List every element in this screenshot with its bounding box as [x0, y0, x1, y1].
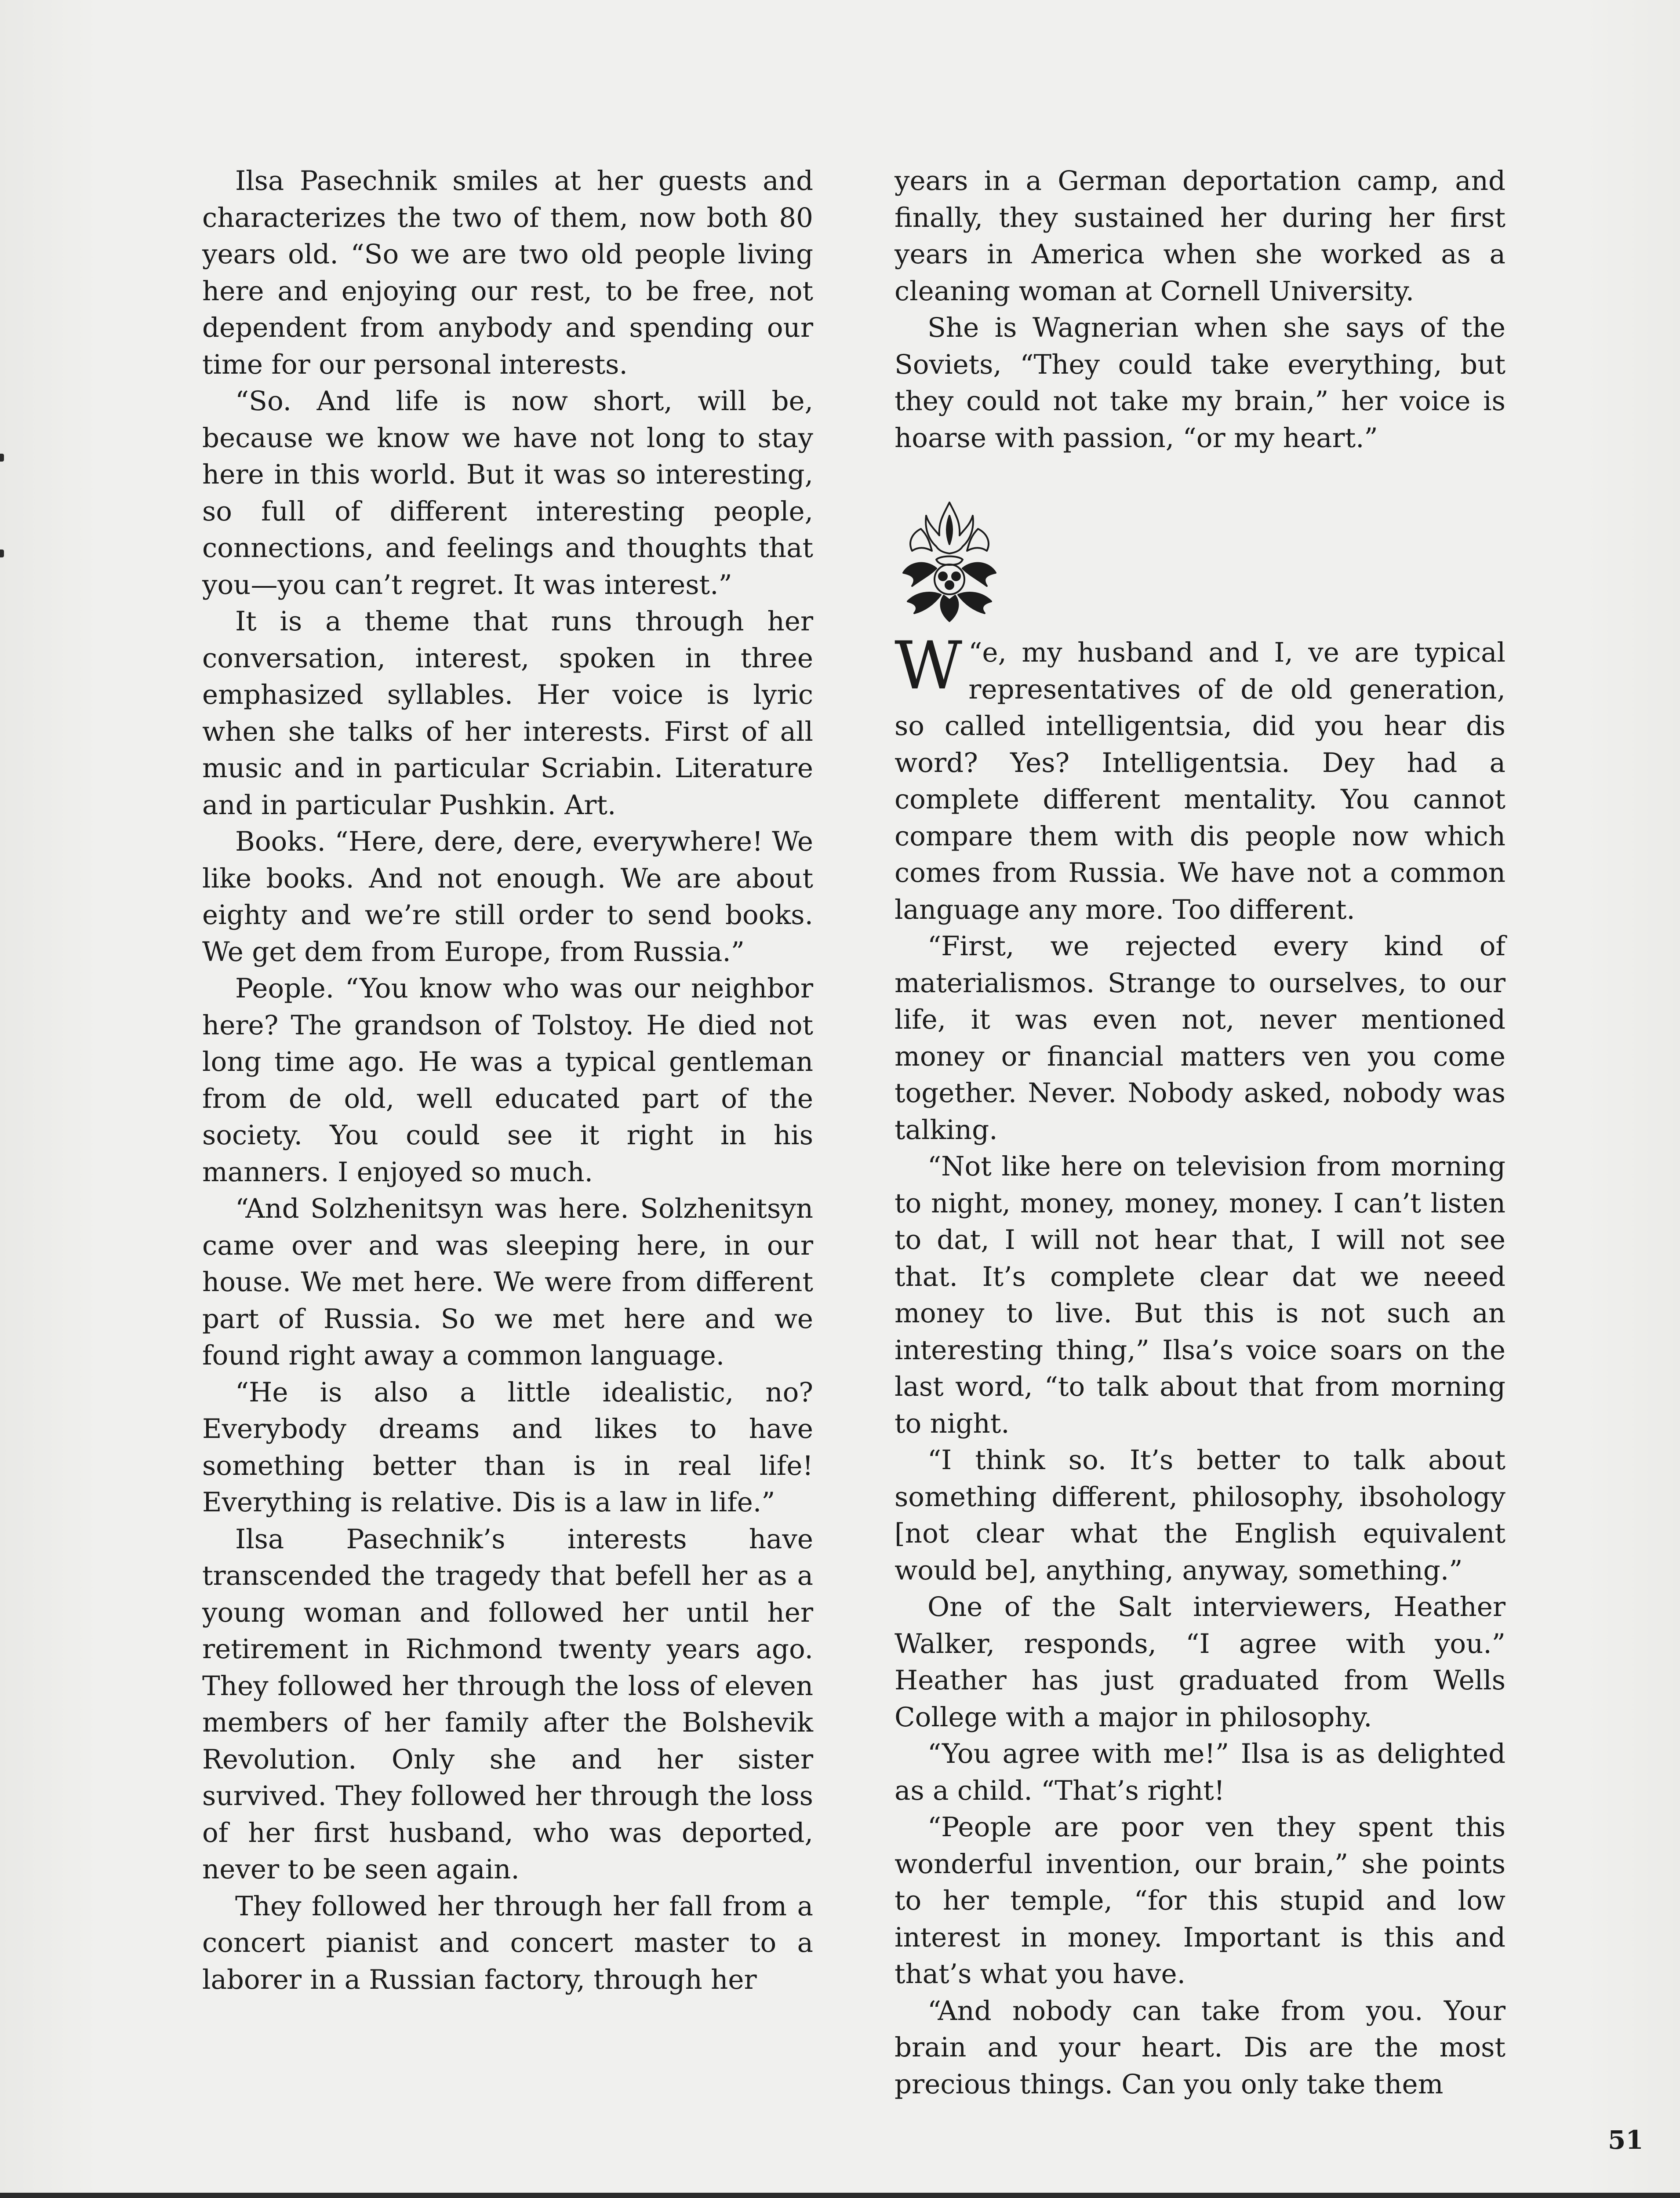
dropcap-text: e, my husband and I, ve are typical representatives of de old generation, so called intelligentsia, did you hear dis word? Yes? Intelligentsia. Dey had a complete different mentality. You cannot compare them with dis people now which comes from Russia. We have not a common language any more. Too different. — [895, 637, 1505, 925]
paragraph: One of the Salt interviewers, Heather Walker, responds, “I agree with you.” Heather has just graduated from Wells College with a major in philosophy. — [895, 1591, 1505, 1733]
margin-mark — [0, 550, 4, 557]
paragraph: “People are poor ven they spent this wonderful invention, our brain,” she points to her temple, “for this stupid and low interest in money. Important is this and that’s what you have. — [895, 1812, 1505, 1990]
paragraph: “You agree with me!” Ilsa is as delighted as a child. “That’s right! — [895, 1738, 1505, 1806]
paragraph: years in a German deportation camp, and finally, they sustained her during her first years in America when she worked as a cleaning woman at Cornell University. — [895, 165, 1505, 307]
left-column — [202, 163, 813, 1998]
paragraph: They followed her through her fall from a concert pianist and concert master to a laborer in a Russian factory, through her — [202, 1890, 813, 1995]
paragraph: People. “You know who was our neighbor here? The grandson of Tolstoy. He died not long time ago. He was a typical gentleman from de old, well educated part of the society. You could see it right in his manners. I enjoyed so much. — [202, 973, 813, 1188]
margin-mark — [0, 454, 4, 462]
dropcap-paragraph — [895, 628, 1505, 928]
paragraph: It is a theme that runs through her conversation, interest, spoken in three emphasized syllables. Her voice is lyric when she talks of her interests. First of all music and in particular Scriabin. Literature and in particular Pushkin. Art. — [202, 606, 813, 821]
paragraph: “So. And life is now short, will be, because we know we have not long to stay here in this world. But it was so interesting, so full of different interesting people, connections, and feelings and thoughts that you—you can’t regret. It was interest.” — [202, 386, 813, 600]
right-column — [895, 163, 1505, 2103]
paragraph: “He is also a little idealistic, no? Everybody dreams and likes to have something better than is in real life! Everything is relative. Dis is a law in life.” — [202, 1376, 813, 1518]
dropcap-quote: “ — [968, 637, 982, 668]
floral-ornament-icon — [895, 498, 1004, 626]
paragraph: “Not like here on television from morning to night, money, money, money. I can’t listen to dat, I will not hear that, I will not see that. It’s complete clear dat we neeed money to live. But this is not such an interesting thing,” Ilsa’s voice soars on the last word, “to talk about that from morning to night. — [895, 1151, 1505, 1439]
paragraph: “First, we rejected every kind of materialismos. Strange to ourselves, to our life, it was even not, never mentioned money or financial matters ven you come together. Never. Nobody asked, nobody was talking. — [895, 931, 1505, 1146]
paragraph: She is Wagnerian when she says of the Soviets, “They could take everything, but they could not take my brain,” her voice is hoarse with passion, “or my heart.” — [895, 312, 1505, 454]
page-number: 51 — [1608, 2125, 1644, 2155]
paragraph: Books. “Here, dere, dere, everywhere! We like books. And not enough. We are about eighty and we’re still order to send books. We get dem from Europe, from Russia.” — [202, 826, 813, 968]
paragraph: Ilsa Pasechnik’s interests have transcended the tragedy that befell her as a young woman and followed her until her retirement in Richmond twenty years ago. They followed her through the loss of eleven members of her family after the Bolshevik Revolution. Only she and her sister survived. They followed her through the loss of her first husband, who was deported, never to be seen again. — [202, 1523, 813, 1885]
paragraph: Ilsa Pasechnik smiles at her guests and characterizes the two of them, now both 80 years old. “So we are two old people living here and enjoying our rest, to be free, not dependent from anybody and spending our time for our personal interests. — [202, 165, 813, 380]
page-edge — [0, 2193, 1680, 2198]
dropcap-letter: W — [895, 628, 963, 704]
paragraph: “I think so. It’s better to talk about something different, philosophy, ibsohology [not clear what the English equivalent would be], anything, anyway, something.” — [895, 1445, 1505, 1586]
paragraph: “And nobody can take from you. Your brain and your heart. Dis are the most precious things. Can you only take them — [895, 1995, 1505, 2100]
paragraph: “And Solzhenitsyn was here. Solzhenitsyn came over and was sleeping here, in our house. We met here. We were from different part of Russia. So we met here and we found right away a common language. — [202, 1193, 813, 1371]
